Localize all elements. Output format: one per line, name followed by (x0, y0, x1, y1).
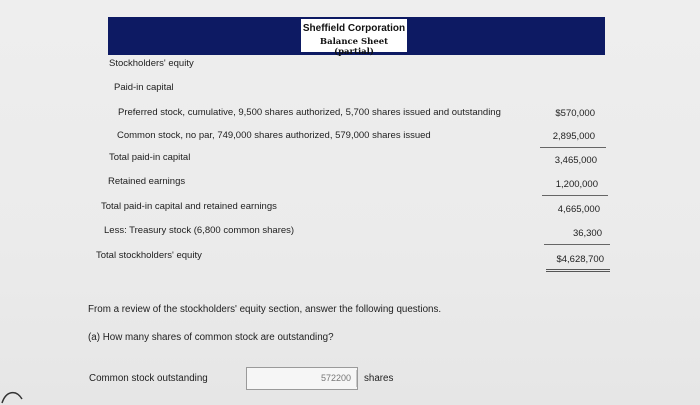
answer-unit: shares (364, 373, 394, 384)
statement-title: Balance Sheet (partial) (319, 37, 389, 57)
instructions-text: From a review of the stockholders' equity section, answer the following questions. (88, 304, 442, 315)
row-retained-amount: 1,200,000 (555, 179, 598, 190)
paid-in-label: Paid-in capital (114, 82, 174, 93)
corner-icon (0, 385, 40, 405)
row-total-paid-in-amount: 3,465,000 (554, 155, 597, 166)
row-common-label: Common stock, no par, 749,000 shares authorized, 579,000 shares issued (117, 130, 431, 141)
question-a: (a) How many shares of common stock are outstanding? (88, 332, 334, 343)
row-total-pic-re-amount: 4,665,000 (557, 204, 600, 215)
subtotal-rule-2 (542, 195, 608, 196)
row-total-equity-label: Total stockholders' equity (96, 250, 202, 261)
common-stock-outstanding-input[interactable] (246, 367, 358, 390)
row-preferred-amount: $570,000 (555, 108, 595, 119)
row-treasury-amount: 36,300 (572, 228, 602, 239)
row-common-amount: 2,895,000 (552, 131, 595, 142)
company-name: Sheffield Corporation (302, 23, 406, 34)
row-total-equity-amount: $4,628,700 (556, 254, 604, 265)
total-double-rule (546, 269, 610, 272)
subtotal-rule-3 (544, 244, 610, 245)
subtotal-rule-1 (540, 147, 606, 148)
row-preferred-label: Preferred stock, cumulative, 9,500 shares authorized, 5,700 shares issued and outstanding (118, 107, 501, 118)
row-retained-label: Retained earnings (108, 176, 186, 187)
section-title: Stockholders' equity (109, 58, 194, 69)
input-divider (356, 370, 357, 387)
answer-value: 572200 (320, 373, 351, 383)
answer-label: Common stock outstanding (89, 373, 208, 384)
row-treasury-label: Less: Treasury stock (6,800 common shares) (104, 225, 295, 236)
row-total-paid-in-label: Total paid-in capital (109, 152, 191, 163)
row-total-pic-re-label: Total paid-in capital and retained earnings (101, 201, 277, 212)
